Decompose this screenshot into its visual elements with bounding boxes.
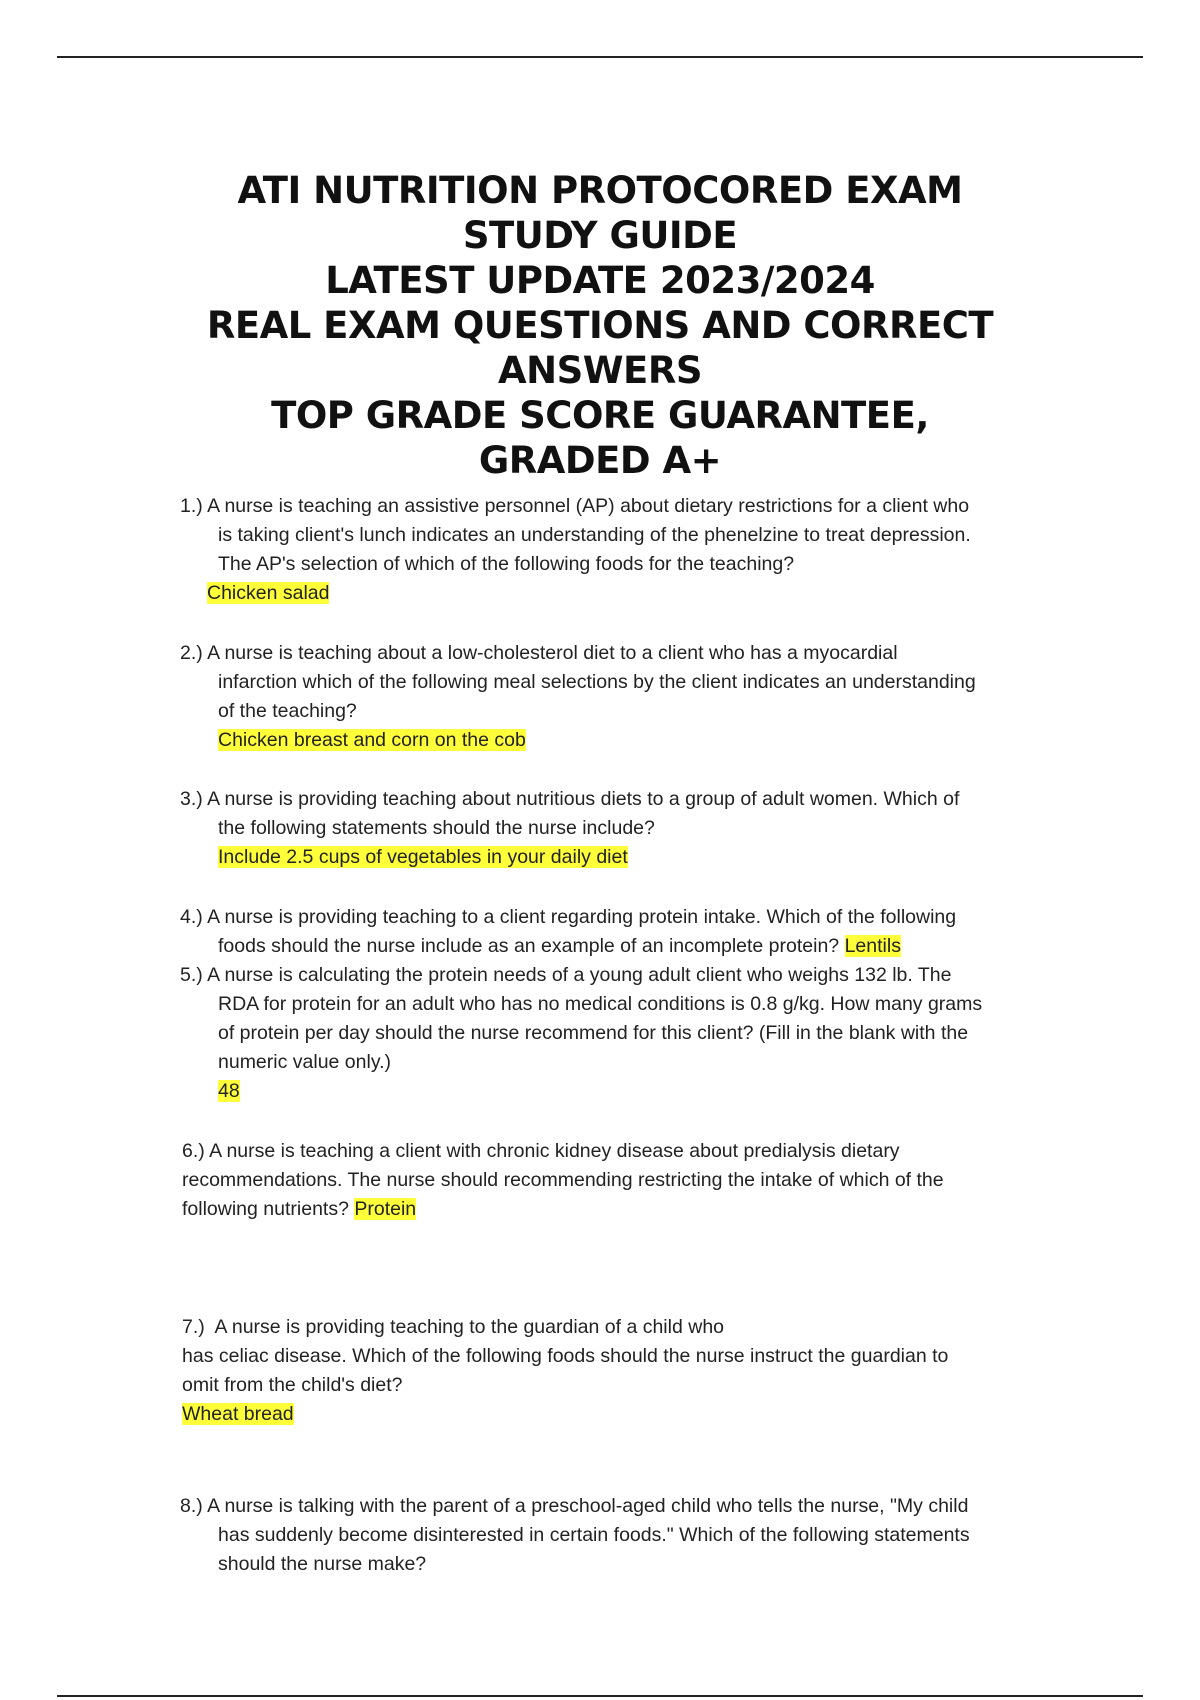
answer-highlight: Include 2.5 cups of vegetables in your daily diet [218, 846, 628, 868]
question-7 [182, 1313, 948, 1429]
question-text: following nutrients? [182, 1198, 349, 1220]
question-text: of protein per day should the nurse recommend for this client? (Fill in the blank with the [218, 1022, 969, 1044]
question-text: RDA for protein for an adult who has no medical conditions is 0.8 g/kg. How many grams [218, 993, 983, 1015]
question-text: 8.) A nurse is talking with the parent of a preschool-aged child who tells the nurse, "My child [180, 1495, 969, 1517]
question-text: has suddenly become disinterested in certain foods." Which of the following statements [218, 1524, 970, 1546]
title-line: LATEST UPDATE 2023/2024 [325, 259, 875, 302]
question-4 [180, 903, 956, 961]
question-text: should the nurse make? [218, 1553, 427, 1575]
question-text: numeric value only.) [218, 1051, 392, 1073]
question-2 [180, 639, 976, 755]
question-text: 3.) A nurse is providing teaching about nutritious diets to a group of adult women. Which of [180, 788, 960, 810]
question-3 [180, 785, 959, 872]
title-line: GRADED A+ [478, 439, 722, 482]
answer-highlight: Chicken breast and corn on the cob [218, 729, 526, 751]
answer-highlight: Lentils [844, 935, 901, 957]
title-line: TOP GRADE SCORE GUARANTEE, [271, 394, 929, 437]
top-rule [57, 56, 1143, 58]
question-text: 4.) A nurse is providing teaching to a client regarding protein intake. Which of the following [180, 906, 957, 928]
question-text: infarction which of the following meal selections by the client indicates an understanding [218, 671, 976, 693]
title-line: ANSWERS [498, 349, 702, 392]
question-6 [182, 1137, 944, 1224]
title-line: ATI NUTRITION PROTOCORED EXAM [237, 169, 963, 212]
question-5 [180, 961, 982, 1106]
bottom-rule [57, 1695, 1143, 1697]
question-text: has celiac disease. Which of the following foods should the nurse instruct the guardian to [182, 1345, 949, 1367]
question-text: is taking client's lunch indicates an understanding of the phenelzine to treat depression. [218, 524, 971, 546]
question-text: recommendations. The nurse should recommending restricting the intake of which of the [182, 1169, 944, 1191]
question-1 [180, 492, 971, 608]
question-text: The AP's selection of which of the following foods for the teaching? [218, 553, 795, 575]
answer-highlight: Chicken salad [207, 582, 330, 604]
question-text: the following statements should the nurse include? [218, 817, 655, 839]
document-title [150, 168, 1050, 483]
answer-highlight: 48 [218, 1080, 240, 1102]
question-text: 6.) A nurse is teaching a client with chronic kidney disease about predialysis dietary [182, 1140, 900, 1162]
question-text: 5.) A nurse is calculating the protein needs of a young adult client who weighs 132 lb. The [180, 964, 952, 986]
question-text: 7.) A nurse is providing teaching to the guardian of a child who [182, 1316, 725, 1338]
question-text: foods should the nurse include as an example of an incomplete protein? [218, 935, 840, 957]
title-line: REAL EXAM QUESTIONS AND CORRECT [206, 304, 994, 347]
question-text: 2.) A nurse is teaching about a low-cholesterol diet to a client who has a myocardial [180, 642, 898, 664]
question-8 [180, 1492, 970, 1579]
question-text: of the teaching? [218, 700, 357, 722]
answer-highlight: Protein [354, 1198, 417, 1220]
title-line: STUDY GUIDE [462, 214, 738, 257]
question-text: omit from the child's diet? [182, 1374, 403, 1396]
answer-highlight: Wheat bread [182, 1403, 294, 1425]
question-text: 1.) A nurse is teaching an assistive personnel (AP) about dietary restrictions for a client who [180, 495, 970, 517]
